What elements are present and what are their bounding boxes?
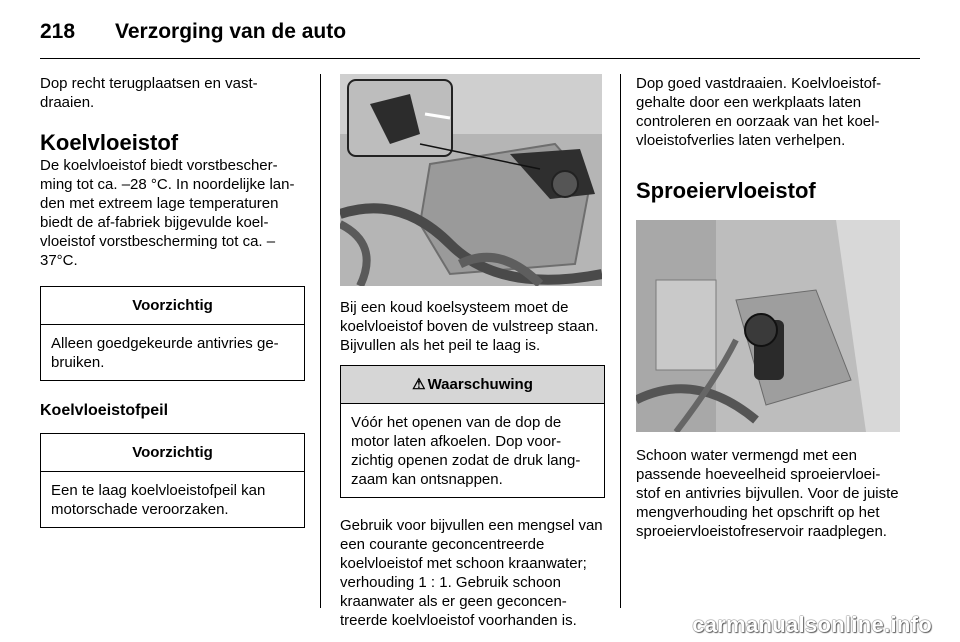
warning-title-row [341, 366, 604, 404]
warning-triangle-icon: ⚠ [412, 376, 426, 393]
warning-box [340, 365, 605, 498]
caution-title: Voorzichtig [41, 287, 304, 325]
warning-body: Vóór het openen van de dop de motor laten afkoelen. Dop voor- zichtig openen zodat de druk lang- zaam kan ontsnappen. [351, 414, 581, 488]
header-rule [40, 58, 920, 59]
section-heading-koelvloeistof: Koelvloeistof [40, 130, 179, 155]
caution-body: Een te laag koelvloeistofpeil kan motorschade veroorzaken. [51, 482, 266, 518]
caution-box [40, 433, 305, 528]
column-3 [636, 74, 901, 541]
section-heading-sproeiervloeistof: Sproeiervloeistof [636, 178, 816, 203]
caution-box [40, 286, 305, 381]
coolant-level-paragraph: Bij een koud koelsysteem moet de koelvloeistof boven de vulstreep staan. Bijvullen als het peil te laag is. [340, 299, 599, 354]
page-header [40, 14, 920, 54]
tighten-paragraph: Dop goed vastdraaien. Koelvloeistof- gehalte door een werkplaats laten controleren en oorzaak van het koel- vloeistofverlies laten verhelpen. [636, 75, 882, 149]
column-divider [620, 74, 621, 608]
column-2 [340, 74, 605, 630]
engine-coolant-photo [340, 74, 602, 286]
subheading-koelvloeistofpeil: Koelvloeistofpeil [40, 402, 169, 419]
warning-title: Waarschuwing [427, 376, 533, 393]
page-title: Verzorging van de auto [115, 20, 347, 43]
column-1 [40, 74, 305, 528]
page-number: 218 [40, 20, 76, 43]
watermark: carmanualsonline.info [692, 612, 932, 637]
mixture-paragraph: Gebruik voor bijvullen een mengsel van een courante geconcentreerde koelvloeistof met schoon kraanwater; verhouding 1 : 1. Gebruik schoon kraanwater als er geen geconcen- treerde koelvloeistof voorhanden is. [340, 517, 603, 629]
intro-text: Dop recht terugplaatsen en vast- draaien. [40, 75, 258, 111]
caution-body: Alleen goedgekeurde antivries ge- bruiken. [51, 335, 279, 371]
washer-fluid-paragraph: Schoon water vermengd met een passende hoeveelheid sproeiervloei- stof en antivries bijvullen. Voor de juiste mengverhouding het opschrift op het sproeiervloeistofreservoir raadplegen. [636, 447, 899, 540]
caution-title: Voorzichtig [41, 434, 304, 472]
coolant-paragraph: De koelvloeistof biedt vorstbescher- ming tot ca. –28 °C. In noordelijke lan- den met extreem lage temperaturen biedt de af-fabriek bijgevulde koel- vloeistof vorstbescherming tot ca. –37°C. [40, 157, 295, 269]
column-divider [320, 74, 321, 608]
washer-fluid-photo [636, 220, 900, 432]
